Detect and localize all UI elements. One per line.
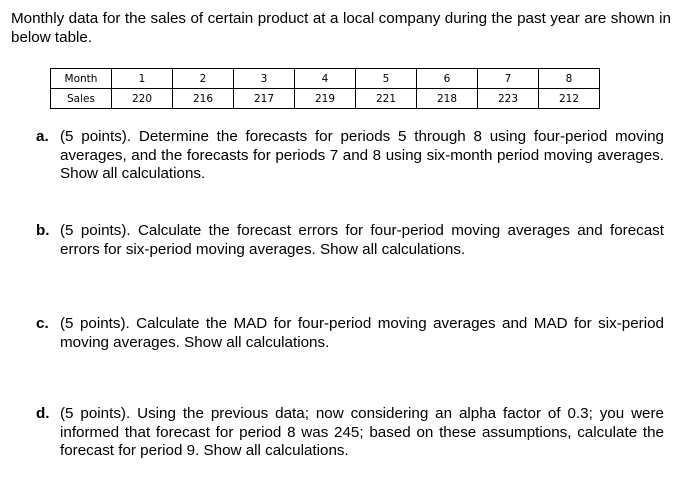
table-row-sales [51,89,600,109]
intro-paragraph: Monthly data for the sales of certain product at a local company during the past year are shown in below table. [11,10,671,46]
sales-cell: 219 [295,89,356,109]
month-cell: 4 [295,69,356,89]
sales-cell: 221 [356,89,417,109]
row-header-month: Month [51,69,112,89]
question-letter: d. [36,405,50,422]
sales-cell: 223 [478,89,539,109]
sales-cell: 218 [417,89,478,109]
month-cell: 5 [356,69,417,89]
question-letter: a. [36,128,49,145]
sales-cell: 220 [112,89,173,109]
table-row-month [51,69,600,89]
question-text: (5 points). Using the previous data; now considering an alpha factor of 0.3; you were informed that forecast for period 8 was 245; based on these assumptions, calculate the forecast for period 9. Show all calculations. [60,405,664,459]
month-cell: 6 [417,69,478,89]
question-b [36,222,664,259]
question-letter: b. [36,222,50,239]
sales-table [50,68,600,109]
row-header-sales: Sales [51,89,112,109]
month-cell: 2 [173,69,234,89]
question-text: (5 points). Calculate the forecast errors for four-period moving averages and forecast errors for six-period moving averages. Show all calculations. [60,222,664,258]
month-cell: 7 [478,69,539,89]
question-c [36,315,664,352]
month-cell: 1 [112,69,173,89]
sales-cell: 212 [539,89,600,109]
question-a [36,128,664,184]
question-text: (5 points). Determine the forecasts for periods 5 through 8 using four-period moving averages, and the forecasts for periods 7 and 8 using six-month period moving averages. Show all calculations. [60,128,664,182]
question-text: (5 points). Calculate the MAD for four-period moving averages and MAD for six-period moving averages. Show all calculations. [60,315,664,351]
sales-cell: 216 [173,89,234,109]
month-cell: 8 [539,69,600,89]
month-cell: 3 [234,69,295,89]
sales-cell: 217 [234,89,295,109]
question-d [36,405,664,461]
question-letter: c. [36,315,49,332]
